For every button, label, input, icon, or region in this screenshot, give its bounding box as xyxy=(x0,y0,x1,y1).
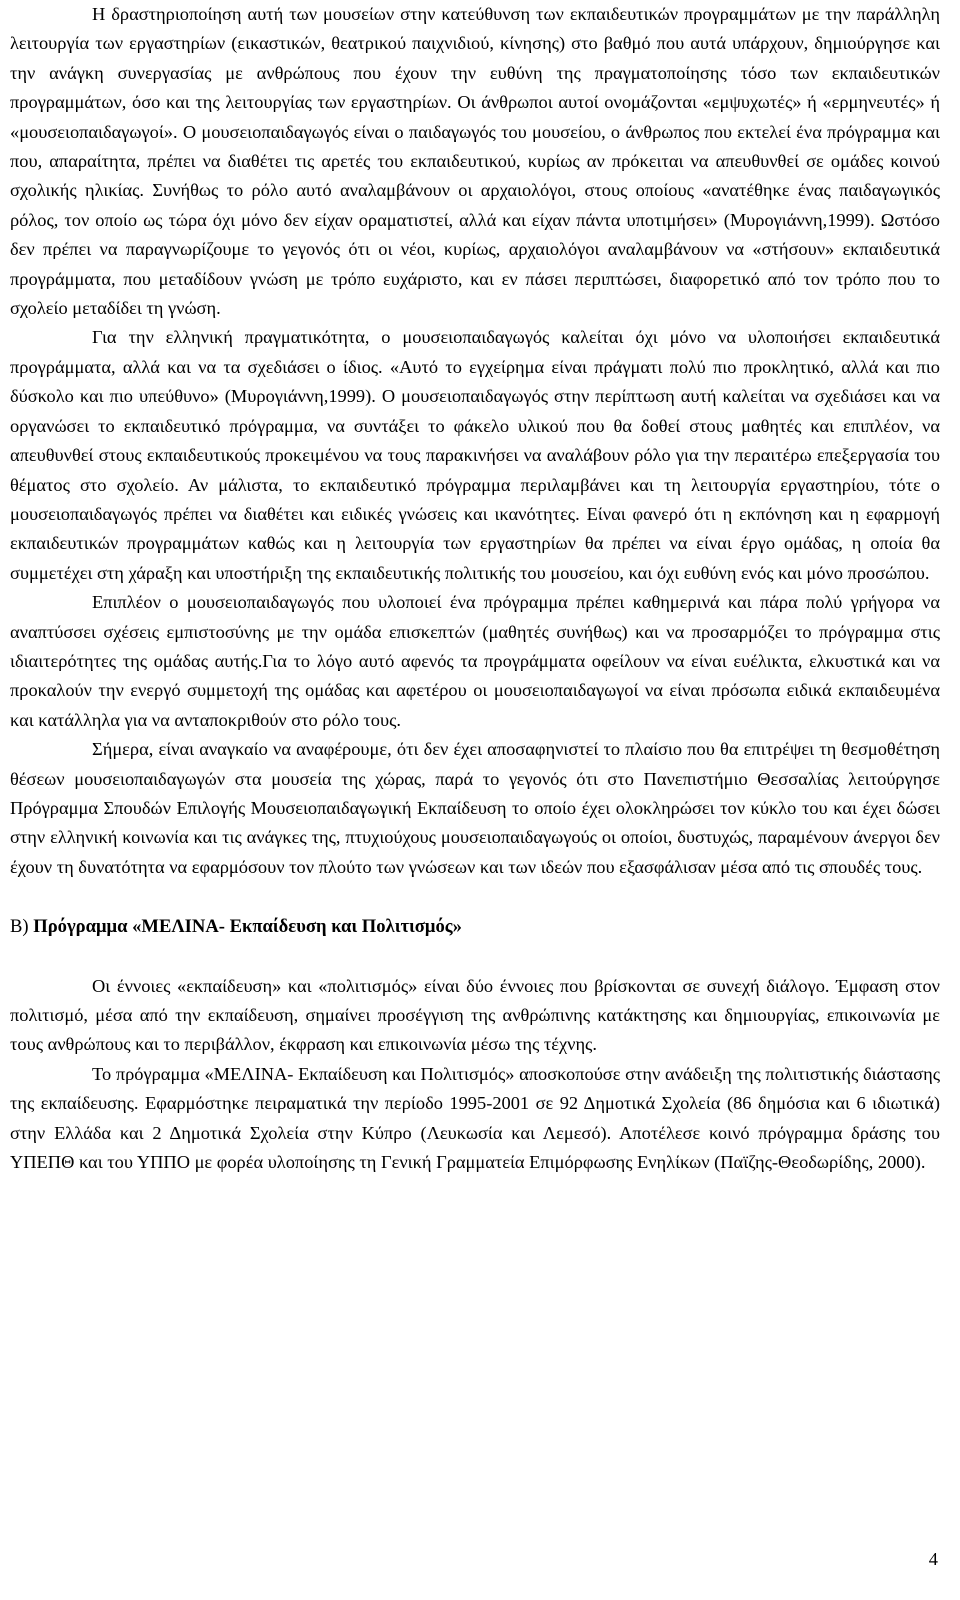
page-number: 4 xyxy=(928,1549,938,1569)
paragraph-institutional-framework: Σήμερα, είναι αναγκαίο να αναφέρουμε, ότι δεν έχει αποσαφηνιστεί το πλαίσιο που θα επιτρέψει τη θεσμοθέτηση θέσεων μουσειοπαιδαγωγών στα μουσεία της χώρας, παρά το γεγονός ότι στο Πανεπιστήμιο Θεσσαλίας λειτούργησε Πρόγραμμα Σπουδών Επιλογής Μουσειοπαιδαγωγική Εκπαίδευση το οποίο έχει ολοκληρώσει τον κύκλο του και έχει δώσει στην ελληνική κοινωνία και τις ανάγκες της, πτυχιούχους μουσειοπαιδαγωγούς οι οποίοι, δυστυχώς, παραμένουν άνεργοι δεν έχουν τη δυνατότητα να εφαρμόσουν τον πλούτο των γνώσεων και των ιδεών που εξασφάλισαν μέσα από τις σπουδές τους. xyxy=(10,739,940,877)
paragraph-greek-reality: Για την ελληνική πραγματικότητα, ο μουσειοπαιδαγωγός καλείται όχι μόνο να υλοποιήσει εκπαιδευτικά προγράμματα, αλλά και να τα σχεδιάσει ο ίδιος. «Αυτό το εγχείρημα είναι πράγματι πολύ πιο προκλητικό, αλλά και πιο δύσκολο και πιο υπεύθυνο» (Μυρογιάννη,1999). Ο μουσειοπαιδαγωγός στην περίπτωση αυτή καλείται να σχεδιάσει και να οργανώσει το εκπαιδευτικό πρόγραμμα, να συντάξει το φάκελο υλικού που θα δοθεί στους μαθητές και επιπλέον, να απευθυνθεί στους εκπαιδευτικούς προκειμένου να τους παρακινήσει να αναλάβουν ρόλο για την περαιτέρω επεξεργασία του θέματος στο σχολείο. Αν μάλιστα, το εκπαιδευτικό πρόγραμμα περιλαμβάνει και τη λειτουργία εργαστηρίου, τότε ο μουσειοπαιδαγωγός πρέπει να διαθέτει και ειδικές γνώσεις και ικανότητες. Είναι φανερό ότι η εκπόνηση και η εφαρμογή εκπαιδευτικών προγραμμάτων καθώς και η λειτουργία των εργαστηρίων θα πρέπει να είναι έργο ομάδας, η οποία θα συμμετέχει στη χάραξη και υποστήριξη της εκπαιδευτικής πολιτικής του μουσείου, και όχι ευθύνη ενός και μόνο προσώπου. xyxy=(10,327,940,583)
section-heading-prefix: Β) xyxy=(10,916,34,938)
section-spacer xyxy=(10,942,940,972)
section-heading xyxy=(10,912,940,941)
paragraph-program-flexibility: Επιπλέον ο μουσειοπαιδαγωγός που υλοποιεί ένα πρόγραμμα πρέπει καθημερινά και πάρα πολύ γρήγορα να αναπτύσσει σχέσεις εμπιστοσύνης με την ομάδα επισκεπτών (μαθητές συνήθως) και να προσαρμόζει το πρόγραμμα στις ιδιαιτερότητες της ομάδας αυτής.Για το λόγο αυτό αφενός τα προγράμματα οφείλουν να είναι ευέλικτα, ελκυστικά και να προκαλούν την ενεργό συμμετοχή της ομάδας και αφετέρου οι μουσειοπαιδαγωγοί να είναι πρόσωπα ειδικά εκπαιδευμένα και κατάλληλα για να ανταποκριθούν στο ρόλο τους. xyxy=(10,592,940,730)
section-spacer xyxy=(10,882,940,912)
section-heading-title: Πρόγραμμα «ΜΕΛΙΝΑ- Εκπαίδευση και Πολιτισμός» xyxy=(33,916,462,938)
paragraph-education-culture: Οι έννοιες «εκπαίδευση» και «πολιτισμός» είναι δύο έννοιες που βρίσκονται σε συνεχή διάλογο. Έμφαση στον πολιτισμό, μέσα από την εκπαίδευση, σημαίνει προσέγγιση της ανθρώπινης κατάκτησης και δημιουργίας, επικοινωνία με τους ανθρώπους και το περιβάλλον, έκφραση και επικοινωνία μέσω της τέχνης. xyxy=(10,975,940,1055)
paragraph-museum-educators: Η δραστηριοποίηση αυτή των μουσείων στην κατεύθυνση των εκπαιδευτικών προγραμμάτων με την παράλληλη λειτουργία των εργαστηρίων (εικαστικών, θεατρικού παιχνιδιού, κίνησης) στο βαθμό που αυτά υπάρχουν, δημιούργησε και την ανάγκη συνεργασίας με ανθρώπους που έχουν την ευθύνη της πραγματοποίησης τόσο των εκπαιδευτικών προγραμμάτων, όσο και της λειτουργίας των εργαστηρίων. Οι άνθρωποι αυτοί ονομάζονται «εμψυχωτές» ή «ερμηνευτές» ή «μουσειοπαιδαγωγοί». Ο μουσειοπαιδαγωγός είναι ο παιδαγωγός του μουσείου, ο άνθρωπος που εκτελεί ένα πρόγραμμα και που, απαραίτητα, πρέπει να διαθέτει τις αρετές του εκπαιδευτικού, κυρίως αν πρόκειται να απευθυνθεί σε ομάδες κοινού σχολικής ηλικίας. Συνήθως το ρόλο αυτό αναλαμβάνουν οι αρχαιολόγοι, στους οποίους «ανατέθηκε ένας παιδαγωγικός ρόλος, τον οποίο ως τώρα όχι μόνο δεν είχαν οραματιστεί, αλλά και είχαν πάντα υποτιμήσει» (Μυρογιάννη,1999). Ωστόσο δεν πρέπει να παραγνωρίζουμε το γεγονός ότι οι νέοι, κυρίως, αρχαιολόγοι αναλαμβάνουν να «στήσουν» εκπαιδευτικά προγράμματα, που μεταδίδουν γνώση με τρόπο ευχάριστο, και εν πάσει περιπτώσει, διαφορετικό από τον τρόπο που το σχολείο μεταδίδει τη γνώση. xyxy=(10,4,940,319)
paragraph-melina-program: Το πρόγραμμα «ΜΕΛΙΝΑ- Εκπαίδευση και Πολιτισμός» αποσκοπούσε στην ανάδειξη της πολιτιστικής διάστασης της εκπαίδευσης. Εφαρμόστηκε πειραματικά την περίοδο 1995-2001 σε 92 Δημοτικά Σχολεία (86 δημόσια και 6 ιδιωτικά) στην Ελλάδα και 2 Δημοτικά Σχολεία στην Κύπρο (Λευκωσία και Λεμεσό). Αποτέλεσε κοινό πρόγραμμα δράσης του ΥΠΕΠΘ και του ΥΠΠΟ με φορέα υλοποίησης τη Γενική Γραμματεία Επιμόρφωσης Ενηλίκων (Παϊζης-Θεοδωρίδης, 2000). xyxy=(10,1063,940,1173)
